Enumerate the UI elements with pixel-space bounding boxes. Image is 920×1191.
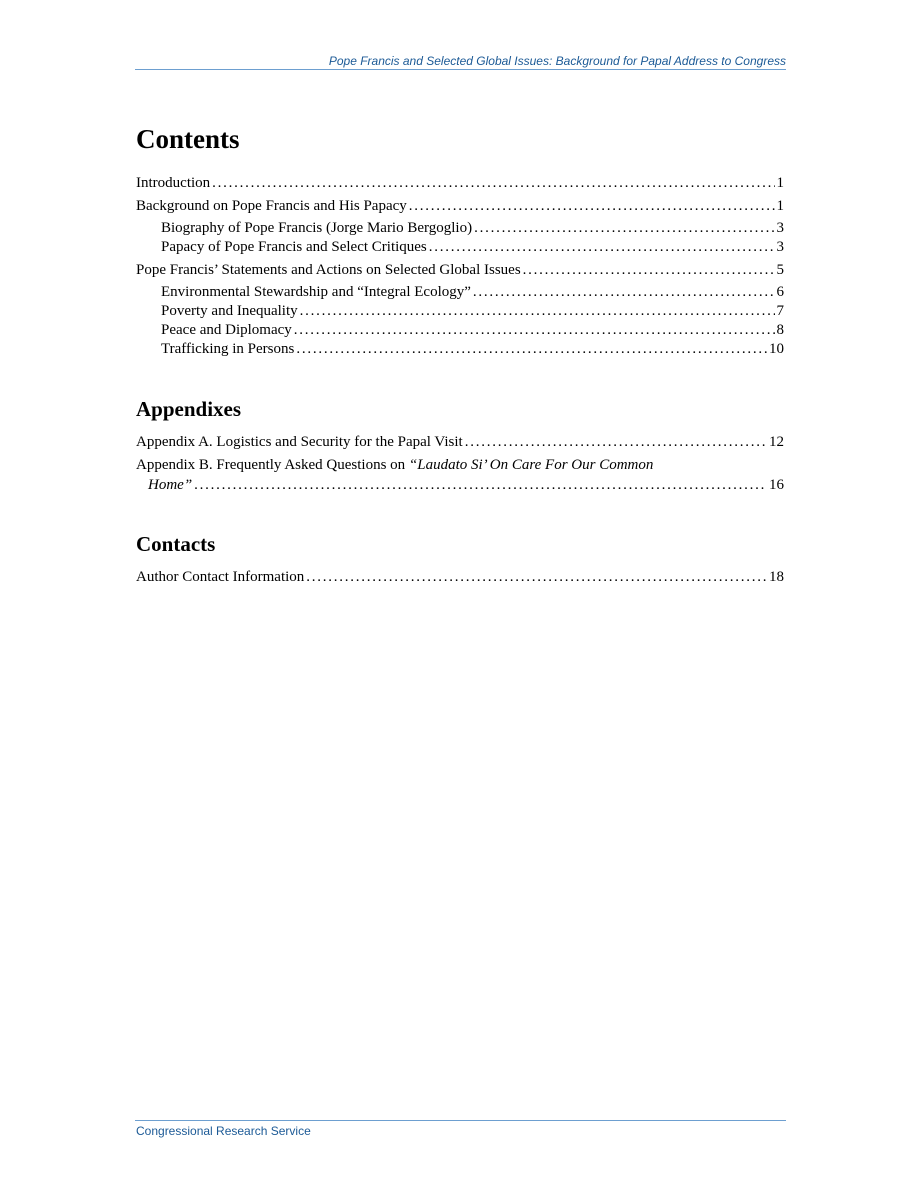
toc-entry-label-italic: Home” <box>148 477 193 493</box>
toc-entry-page: 10 <box>769 341 784 357</box>
running-title: Pope Francis and Selected Global Issues: Background for Papal Address to Congress <box>328 54 786 68</box>
toc-entry[interactable] <box>161 302 784 320</box>
contacts-heading: Contacts <box>136 532 216 556</box>
contents-heading: Contents <box>136 124 240 154</box>
toc-entry[interactable] <box>136 261 784 279</box>
toc-entry-page: 6 <box>776 284 784 300</box>
toc-entry-page: 1 <box>776 175 784 191</box>
dot-leader <box>296 340 767 358</box>
toc-entry-page: 5 <box>776 262 784 278</box>
appendixes-heading: Appendixes <box>136 397 242 421</box>
toc-entry-label: Trafficking in Persons <box>161 341 295 357</box>
toc-entry-page: 3 <box>776 239 784 255</box>
toc-entry-label: Poverty and Inequality <box>161 303 298 319</box>
toc-entry[interactable] <box>136 197 784 215</box>
toc-entry-label: Appendix A. Logistics and Security for the Papal Visit <box>136 434 463 450</box>
running-header <box>135 53 786 70</box>
toc-entry-page: 1 <box>776 198 784 214</box>
toc-entry-label: Papacy of Pope Francis and Select Critiques <box>161 239 427 255</box>
toc-entry-page: 3 <box>776 220 784 236</box>
dot-leader <box>429 238 775 256</box>
toc-entry-appendix-b[interactable] <box>136 456 653 474</box>
dot-leader <box>523 261 775 279</box>
toc-entry-label: Background on Pope Francis and His Papacy <box>136 198 407 214</box>
dot-leader <box>294 321 775 339</box>
page-footer <box>135 1120 786 1138</box>
dot-leader <box>212 174 774 192</box>
toc-entry-label: Peace and Diplomacy <box>161 322 292 338</box>
toc-entry-label-italic: “Laudato Si’ On Care For Our Common <box>408 457 654 473</box>
toc-entry-page: 12 <box>769 434 784 450</box>
toc-entry-page: 16 <box>769 477 784 493</box>
toc-entry-label: Biography of Pope Francis (Jorge Mario Bergoglio) <box>161 220 473 236</box>
toc-entry[interactable] <box>161 238 784 256</box>
dot-leader <box>473 283 775 301</box>
dot-leader <box>194 476 767 494</box>
dot-leader <box>409 197 775 215</box>
toc-entry[interactable] <box>161 283 784 301</box>
toc-entry[interactable] <box>161 321 784 339</box>
toc-entry[interactable] <box>136 568 784 586</box>
toc-entry-page: 18 <box>769 569 784 585</box>
toc-entry[interactable] <box>136 433 784 451</box>
toc-entry-label: Author Contact Information <box>136 569 305 585</box>
dot-leader <box>465 433 767 451</box>
toc-entry-label: Introduction <box>136 175 211 191</box>
dot-leader <box>474 219 774 237</box>
toc-entry-page: 7 <box>776 303 784 319</box>
toc-entry-appendix-b-continuation[interactable] <box>148 476 784 494</box>
toc-entry[interactable] <box>161 219 784 237</box>
footer-organization: Congressional Research Service <box>136 1124 311 1138</box>
toc-entry-label: Pope Francis’ Statements and Actions on Selected Global Issues <box>136 262 521 278</box>
toc-entry[interactable] <box>136 174 784 192</box>
toc-entry-page: 8 <box>776 322 784 338</box>
dot-leader <box>306 568 767 586</box>
toc-entry-label: Environmental Stewardship and “Integral Ecology” <box>161 284 471 300</box>
toc-entry[interactable] <box>161 340 784 358</box>
toc-entry-label: Appendix B. Frequently Asked Questions on <box>136 457 406 473</box>
dot-leader <box>300 302 775 320</box>
